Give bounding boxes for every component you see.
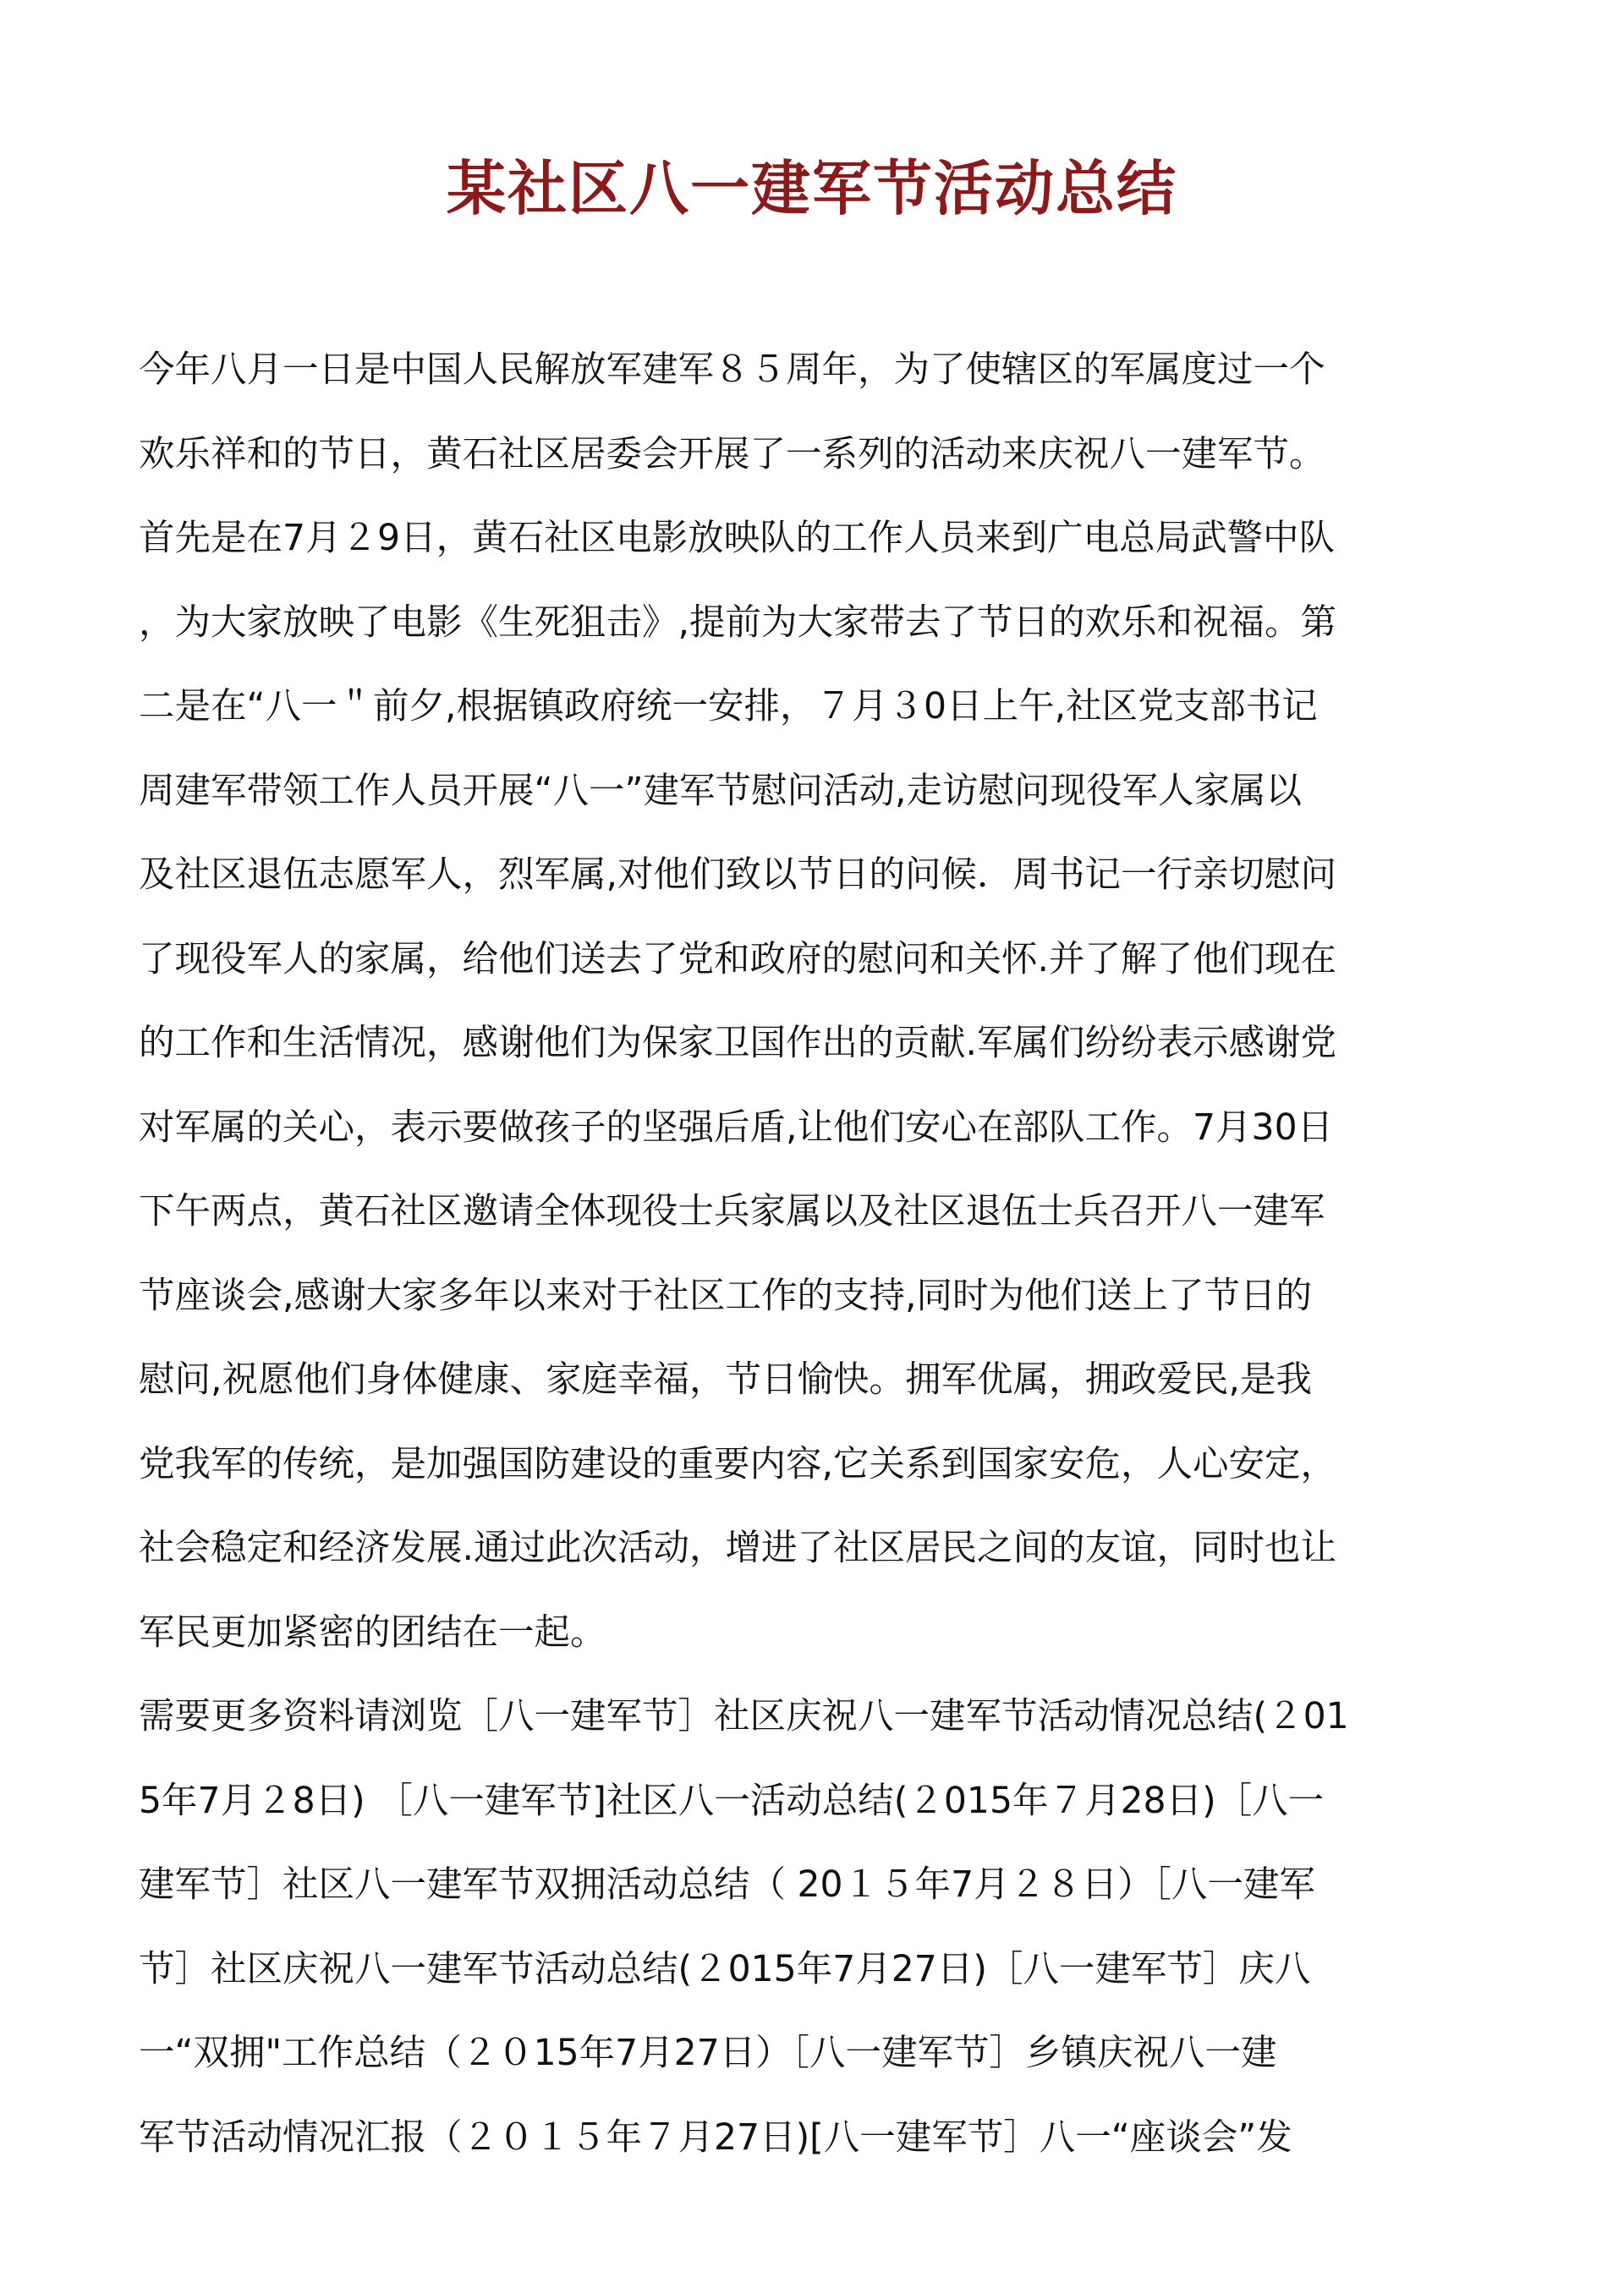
body-line: 了现役军人的家属，给他们送去了党和政府的慰问和关怀.并了解了他们现在 xyxy=(139,938,1337,980)
body-line: 今年八月一日是中国人民解放军建军８５周年，为了使辖区的军属度过一个 xyxy=(139,349,1325,391)
article-body xyxy=(139,328,1502,2180)
related-links-line: 军节活动情况汇报（２０１５年７月27日)[八一建军节］八一“座谈会”发 xyxy=(139,2116,1292,2159)
body-line: 军民更加紧密的团结在一起。 xyxy=(139,1611,606,1654)
body-line: ，为大家放映了电影《生死狙击》,提前为大家带去了节日的欢乐和祝福。第 xyxy=(139,601,1337,644)
related-links-line: 建军节］社区八一建军节双拥活动总结（ 20１５年7月２８日）［八一建军 xyxy=(139,1864,1315,1906)
body-line: 慰问,祝愿他们身体健康、家庭幸福，节日愉快。拥军优属，拥政爱民,是我 xyxy=(139,1359,1313,1401)
body-line: 节座谈会,感谢大家多年以来对于社区工作的支持,同时为他们送上了节日的 xyxy=(139,1275,1313,1317)
body-line: 周建军带领工作人员开展“八一”建军节慰问活动,走访慰问现役军人家属以 xyxy=(139,770,1303,812)
body-line: 党我军的传统，是加强国防建设的重要内容,它关系到国家安危，人心安定， xyxy=(139,1443,1337,1485)
body-line: 社会稳定和经济发展.通过此次活动，增进了社区居民之间的友谊，同时也让 xyxy=(139,1528,1337,1569)
related-links-line: 一“双拥"工作总结（２０15年7月27日）［八一建军节］乡镇庆祝八一建 xyxy=(139,2033,1277,2074)
body-line: 欢乐祥和的节日，黄石社区居委会开展了一系列的活动来庆祝八一建军节。 xyxy=(139,433,1325,475)
body-line: 对军属的关心，表示要做孩子的坚强后盾,让他们安心在部队工作。7月30日 xyxy=(139,1106,1334,1149)
body-line: 的工作和生活情况，感谢他们为保家卫国作出的贡献.军属们纷纷表示感谢党 xyxy=(139,1023,1337,1064)
related-links-line: 需要更多资料请浏览［八一建军节］社区庆祝八一建军节活动情况总结(２01 xyxy=(139,1696,1349,1737)
body-line: 下午两点，黄石社区邀请全体现役士兵家属以及社区退伍士兵召开八一建军 xyxy=(139,1191,1325,1232)
body-line: 及社区退伍志愿军人，烈军属,对他们致以节日的问候．周书记一行亲切慰问 xyxy=(139,854,1337,896)
related-links-line: 5年7月２8日) ［八一建军节]社区八一活动总结(２015年７月28日)［八一 xyxy=(139,1780,1325,1822)
related-links-line: 节］社区庆祝八一建军节活动总结(２015年7月27日)［八一建军节］庆八 xyxy=(139,1948,1311,1990)
body-line: 二是在“八一＂前夕,根据镇政府统一安排，７月３0日上午,社区党支部书记 xyxy=(139,686,1318,727)
body-line: 首先是在7月２9日，黄石社区电影放映队的工作人员来到广电总局武警中队 xyxy=(139,518,1336,559)
page-title: 某社区八一建军节活动总结 xyxy=(447,154,1177,223)
